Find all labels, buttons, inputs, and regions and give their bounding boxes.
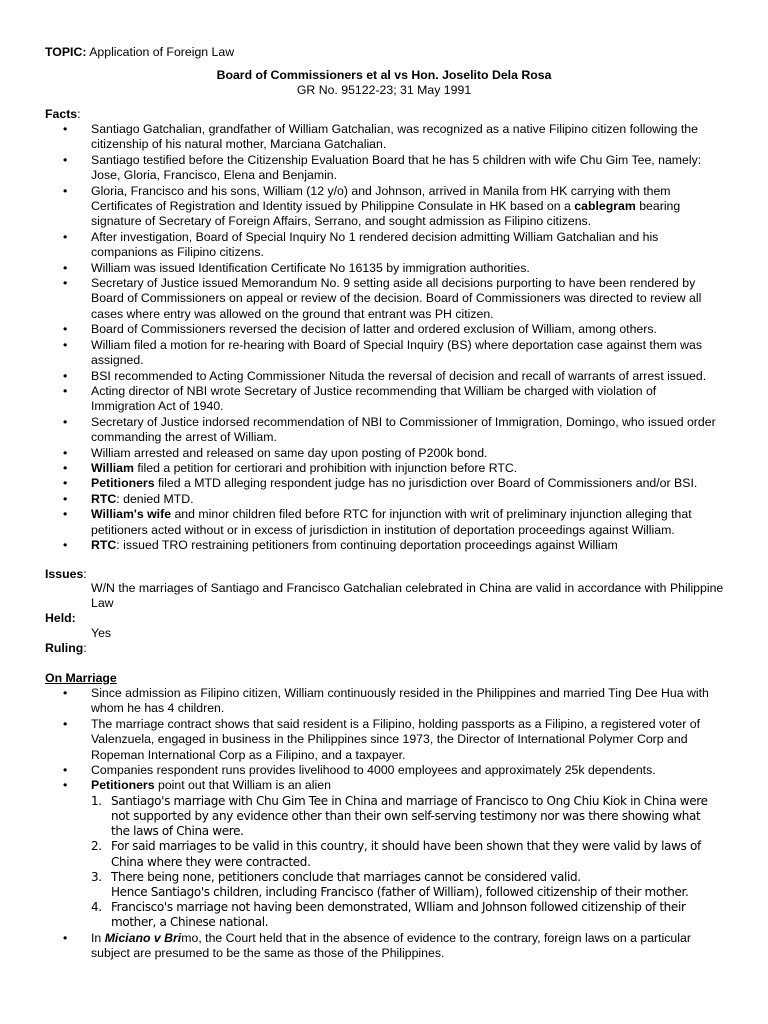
sub-text: Francisco's marriage not having been demonstrated, Wlliam and Johnson followed citizenship of their mother, a Chinese national. (111, 900, 686, 930)
ruling-heading (45, 641, 87, 655)
on-marriage-heading: On Marriage (45, 671, 117, 685)
fact-item (0, 338, 721, 369)
fact-item (0, 261, 721, 276)
issues-label: Issues (45, 567, 84, 581)
fact-text: filed a petition for certiorari and prohibition with injunction before RTC. (133, 460, 518, 475)
sub-num: 1. (91, 793, 102, 808)
marriage-list (0, 686, 768, 961)
marriage-text: Since admission as Filipino citizen, William continuously resided in the Philippines and married Ting Dee Hua with whom he has 4 children. (91, 686, 709, 716)
fact-item (0, 230, 721, 261)
sub-num: 2. (91, 839, 102, 854)
fact-text-after: bearing signature of Secretary of Foreign Affairs, Serrano, and sought admission as Filipino citizens. (91, 199, 681, 229)
marriage-text: The marriage contract shows that said resident is a Filipino, holding passports as a Filipino, a registered voter of Valenzuela, engaged in business in the Philippines since 1973, the Director of International Polymer Corp and Ropeman International Corp as a Filipino, and a taxpayer. (91, 716, 700, 762)
marriage-text: Companies respondent runs provides livelihood to 4000 employees and approximately 25k dependents. (91, 763, 656, 778)
miciano-item (0, 931, 721, 962)
sub-item (0, 794, 721, 840)
sub-num: 3. (91, 869, 102, 884)
fact-item (0, 384, 721, 415)
facts-label: Facts (45, 107, 78, 121)
fact-bold: RTC (91, 491, 117, 506)
ruling-colon: : (83, 641, 87, 655)
fact-text: Santiago Gatchalian, grandfather of William Gatchalian, was recognized as a native Filipino citizen following the citizenship of his natural mother, Marciana Gatchalian. (91, 122, 698, 152)
topic-label: TOPIC: (45, 45, 87, 59)
sub-item (0, 900, 721, 930)
fact-item (0, 153, 721, 184)
fact-bold: William's wife (91, 507, 172, 522)
fact-text: Santiago testified before the Citizenship Evaluation Board that he has 5 children with wife Chu Gim Tee, namely: Jose, Gloria, Francisco, Elena and Benjamin. (91, 152, 702, 183)
miciano-in: In (91, 930, 105, 945)
fact-item (0, 461, 721, 476)
fact-item (0, 476, 721, 491)
fact-item (0, 122, 721, 153)
ruling-label: Ruling (45, 641, 84, 655)
petitioners-bold: Petitioners (91, 778, 155, 793)
fact-item (0, 492, 721, 507)
held-text: Yes (91, 626, 112, 640)
marriage-item (0, 686, 721, 717)
fact-text: Secretary of Justice indorsed recommendation of NBI to Commissioner of Immigration, Domingo, who issued order commanding the arrest of William. (91, 414, 716, 445)
facts-colon: : (77, 107, 81, 121)
issues-colon: : (83, 567, 87, 581)
fact-text: Board of Commissioners reversed the decision of latter and ordered exclusion of William, among others. (91, 322, 657, 337)
fact-text: William arrested and released on same day upon posting of P200k bond. (91, 445, 488, 460)
fact-bold: RTC (91, 537, 117, 552)
fact-item (0, 446, 721, 461)
fact-bold-mid: cablegram (574, 199, 636, 214)
fact-text: Secretary of Justice issued Memorandum No. 9 setting aside all decisions purporting to have been rendered by Board of Commissioners on appeal or review of the decision. Board of Commissioners was directed to review all cases where entry was allowed on the ground that entrant was PH citizen. (91, 276, 702, 321)
fact-text: Gloria, Francisco and his sons, William (12 y/o) and Johnson, arrived in Manila from HK carrying with them Certificates of Registration and Identity issued by Philippine Consulate in HK based on a (91, 183, 671, 214)
sub-text-2: Hence Santiago's children, including Francisco (father of William), followed citizenship of their mother. (111, 885, 689, 900)
fact-text: Acting director of NBI wrote Secretary of Justice recommending that William be charged with violation of Immigration Act of 1940. (91, 383, 657, 414)
fact-item (0, 184, 721, 230)
fact-bold: Petitioners (91, 476, 155, 491)
case-citation: GR No. 95122-23; 31 May 1991 (296, 83, 472, 97)
topic-value: Application of Foreign Law (86, 45, 235, 59)
topic-line (45, 45, 234, 59)
sub-item (0, 839, 721, 869)
sub-text: Santiago's marriage with Chu Gim Tee in China and marriage of Francisco to Ong Chiu Kiok in China were not supported by any evidence other than their own self-serving testimony nor was there showing what the laws of China were. (111, 793, 708, 839)
sub-text: There being none, petitioners conclude that marriages cannot be considered valid. (111, 869, 581, 884)
sub-item (0, 870, 721, 900)
issues-heading (45, 567, 87, 581)
fact-text: BSI recommended to Acting Commissioner Nituda the reversal of decision and recall of warrants of arrest issued. (91, 368, 707, 383)
petitioners-sublist-wrap (0, 794, 768, 931)
petitioners-text: point out that William is an alien (154, 778, 331, 793)
fact-text: William filed a motion for re-hearing with Board of Special Inquiry (BS) where deportation case against them was assigned. (91, 337, 703, 368)
issues-text: W/N the marriages of Santiago and Francisco Gatchalian celebrated in China are valid in accordance with Philippine Law (91, 581, 724, 611)
fact-text: After investigation, Board of Special Inquiry No 1 rendered decision admitting William Gatchalian and his companions as Filipino citizens. (91, 229, 659, 260)
fact-item (0, 369, 721, 384)
fact-text: William was issued Identification Certificate No 16135 by immigration authorities. (91, 260, 530, 275)
miciano-text: mo, the Court held that in the absence of evidence to the contrary, foreign laws on a particular subject are presumed to be the same as those of the Philippines. (91, 930, 691, 961)
sub-num: 4. (91, 900, 102, 915)
fact-item (0, 538, 721, 553)
fact-item (0, 415, 721, 446)
fact-item (0, 276, 721, 322)
miciano-case: Miciano v Bri (104, 930, 182, 945)
held-label: Held: (45, 611, 76, 625)
facts-heading (45, 107, 81, 121)
sub-text: For said marriages to be valid in this country, it should have been shown that they were valid by laws of China where they were contracted. (111, 839, 701, 869)
fact-item (0, 507, 721, 538)
marriage-item (0, 763, 721, 778)
petitioners-sublist (0, 794, 768, 931)
case-title: Board of Commissioners et al vs Hon. Joselito Dela Rosa (216, 68, 552, 82)
petitioners-item (0, 778, 721, 793)
fact-text: and minor children filed before RTC for injunction with writ of preliminary injunction alleging that petitioners acted without or in excess of jurisdiction in institution of deportation proceedings against William. (91, 507, 692, 537)
fact-text: : denied MTD. (116, 491, 194, 506)
facts-list (0, 122, 768, 553)
marriage-item (0, 717, 721, 763)
fact-bold: William (91, 460, 134, 475)
fact-item (0, 322, 721, 337)
fact-text: filed a MTD alleging respondent judge has no jurisdiction over Board of Commissioners and/or BSI. (154, 476, 698, 491)
fact-text: : issued TRO restraining petitioners from continuing deportation proceedings against William (116, 537, 618, 552)
